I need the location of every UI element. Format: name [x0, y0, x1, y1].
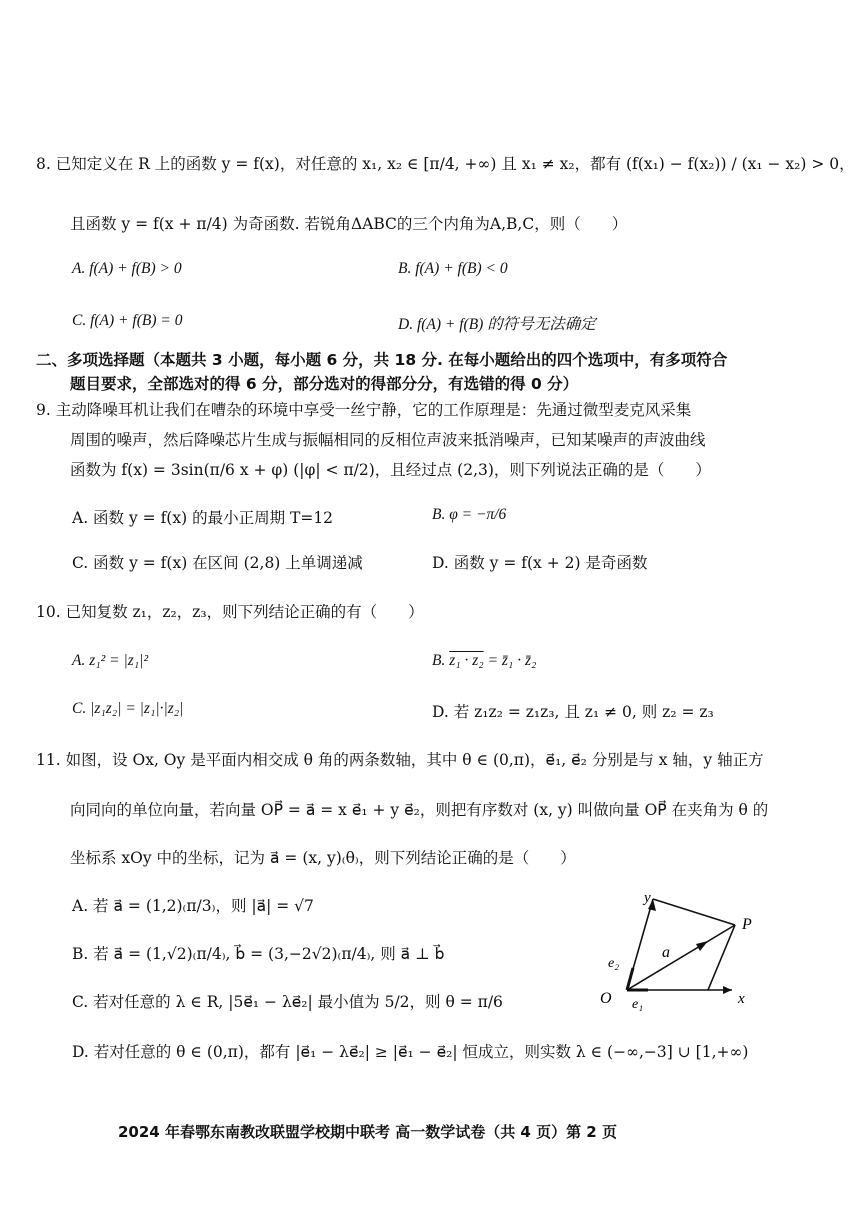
parallelogram-right-edge: [708, 925, 735, 990]
q10-option-b: [432, 652, 536, 670]
q8-stem-line2: 且函数 y = f(x + π/4) 为奇函数. 若锐角ΔABC的三个内角为A,B,C，则（ ）: [70, 215, 628, 233]
q10-option-b-conjugate-product: z₁ · z₂: [449, 652, 484, 669]
q9-option-a: A. 函数 y = f(x) 的最小正周期 T=12: [72, 509, 334, 527]
q11-option-b: B. 若 a⃗ = (1,√2)₍π/4₎, b⃗ = (3,−2√2)₍π/4₎, 则 a⃗ ⊥ b⃗: [72, 945, 445, 963]
q8-option-d: D. f(A) + f(B) 的符号无法确定: [398, 316, 596, 333]
section-2-title-line1: 二、多项选择题（本题共 3 小题，每小题 6 分，共 18 分. 在每小题给出的四个选项中，有多项符合: [36, 351, 728, 369]
q10-option-c: C. |z₁z₂| = |z₁|·|z₂|: [72, 700, 184, 717]
q8-stem-line1: 8. 已知定义在 R 上的函数 y = f(x)，对任意的 x₁, x₂ ∈ [π/4, +∞) 且 x₁ ≠ x₂，都有 (f(x₁) − f(x₂)) / (x₁ − x₂) > 0，: [36, 155, 855, 173]
figure-label-e1: e₁: [632, 997, 644, 1012]
q10-option-d: D. 若 z₁z₂ = z₁z₃, 且 z₁ ≠ 0, 则 z₂ = z₃: [432, 703, 714, 721]
q10-option-a: A. z₁² = |z₁|²: [72, 652, 149, 669]
figure-label-o: O: [600, 990, 612, 1007]
q11-option-d: D. 若对任意的 θ ∈ (0,π)，都有 |e⃗₁ − λe⃗₂| ≥ |e⃗₁ − e⃗₂| 恒成立，则实数 λ ∈ (−∞,−3] ∪ [1,+∞): [72, 1043, 749, 1061]
vector-a-arrow: [696, 941, 708, 951]
q10-option-b-prefix: B.: [432, 652, 450, 669]
q9-option-c: C. 函数 y = f(x) 在区间 (2,8) 上单调递减: [72, 554, 363, 572]
q11-option-a: A. 若 a⃗ = (1,2)₍π/3₎，则 |a⃗| = √7: [72, 897, 314, 915]
q10-stem: 10. 已知复数 z₁，z₂，z₃，则下列结论正确的有（ ）: [36, 603, 424, 621]
q11-stem-line2: 向同向的单位向量，若向量 OP⃗ = a⃗ = x e⃗₁ + y e⃗₂，则把有序数对 (x, y) 叫做向量 OP⃗ 在夹角为 θ 的: [70, 801, 769, 819]
oblique-coordinate-figure: [590, 885, 780, 1015]
figure-label-x: x: [738, 991, 745, 1007]
q9-stem-line2: 周围的噪声，然后降噪芯片生成与振幅相同的反相位声波来抵消噪声，已知某噪声的声波曲线: [70, 431, 706, 449]
q9-stem-line1: 9. 主动降噪耳机让我们在嘈杂的环境中享受一丝宁静，它的工作原理是：先通过微型麦克风采集: [36, 401, 692, 419]
q11-stem-line1: 11. 如图，设 Ox, Oy 是平面内相交成 θ 角的两条数轴，其中 θ ∈ (0,π)，e⃗₁, e⃗₂ 分别是与 x 轴，y 轴正方: [36, 751, 764, 769]
x-axis-arrow: [723, 986, 732, 994]
q8-option-c: C. f(A) + f(B) = 0: [72, 312, 183, 329]
q11-stem-line3: 坐标系 xOy 中的坐标，记为 a⃗ = (x, y)₍θ₎，则下列结论正确的是（ ）: [70, 849, 576, 867]
section-2-title-line2: 题目要求，全部选对的得 6 分，部分选对的得部分分，有选错的得 0 分）: [70, 375, 579, 393]
figure-label-y: y: [644, 890, 651, 906]
q9-stem-line3: 函数为 f(x) = 3sin(π/6 x + φ) (|φ| < π/2)，且经过点 (2,3)，则下列说法正确的是（ ）: [70, 461, 711, 479]
q8-option-a: A. f(A) + f(B) > 0: [72, 260, 182, 277]
figure-label-e2: e₂: [608, 956, 620, 971]
page-footer: 2024 年春鄂东南教改联盟学校期中联考 高一数学试卷（共 4 页）第 2 页: [118, 1123, 617, 1141]
q10-option-b-rhs: = z̄₁ · z̄₂: [483, 652, 537, 669]
figure-label-a: a: [662, 944, 670, 961]
parallelogram-top-edge: [653, 899, 735, 925]
q9-option-d: D. 函数 y = f(x + 2) 是奇函数: [432, 554, 648, 572]
q9-option-b: B. φ = −π/6: [432, 506, 507, 523]
figure-label-p: P: [742, 916, 752, 933]
q11-option-c: C. 若对任意的 λ ∈ R, |5e⃗₁ − λe⃗₂| 最小值为 5/2，则 θ = π/6: [72, 993, 503, 1011]
q8-option-b: B. f(A) + f(B) < 0: [398, 260, 508, 277]
